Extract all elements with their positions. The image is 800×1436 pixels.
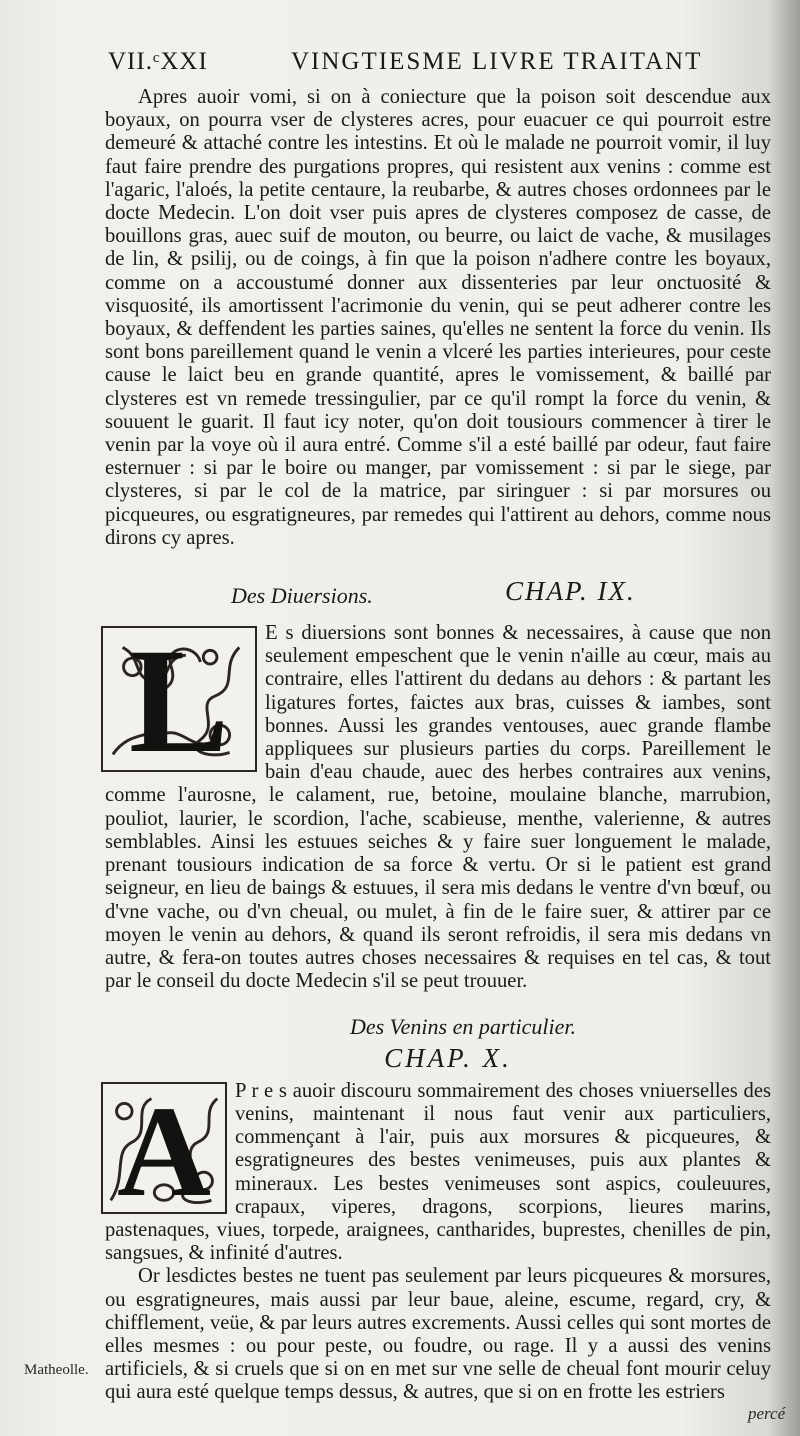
initial-letter: A <box>117 1079 211 1224</box>
chapter-10-text-1: P r e s auoir discouru sommairement des choses vniuerselles des venins, maintenant il nous faut venir aux particuliers, commençant à l'air, puis aux morsures & picqueures, & esgratigneures des bestes venimeuses, puis aux plantes & mineraux. Les bestes venimeuses sont aspics, couleuures, crapaux, viperes, dragons, scorpions, lieures marins, pastenaques, viues, torpede, araignees, cantharides, buprestes, chenilles de pin, sangsues, & infinité d'autres. <box>105 1079 771 1265</box>
running-title: VINGTIESME LIVRE TRAITANT <box>291 48 703 75</box>
chapter-9-heading <box>105 576 771 622</box>
ornamental-initial-a <box>101 1079 227 1224</box>
margin-note: Matheolle. <box>24 1362 89 1378</box>
chapter-9-number: CHAP. IX. <box>505 576 636 607</box>
chapter-9-subtitle: Des Diuersions. <box>231 583 373 609</box>
chapter-10-text-2: Or lesdictes bestes ne tuent pas seulement par leurs picqueures & morsures, ou esgratigneures, mais aussi par leur baue, aleine, escume, regard, cry, & chifflement, veüe, & par leurs autres excrements. Aussi celles qui sont mortes de elles mesmes : ou pour peste, ou foudre, ou rage. Il y a aussi des venins artificiels, & si cruels que si on en met sur vne selle de cheual font mourir celuy qui aura esté quelque temps dessus, & autres, que si on en frotte les estriers <box>105 1265 771 1404</box>
initial-letter: L <box>128 618 230 785</box>
chapter-10-number: CHAP. X. <box>384 1042 512 1073</box>
chapter-9-body <box>105 618 771 993</box>
catchword: percé <box>748 1404 786 1423</box>
page-body <box>105 86 771 1405</box>
folio-number: VII.ᶜXXI <box>108 48 208 75</box>
chapter-10-subtitle: Des Venins en particulier. <box>349 1014 577 1040</box>
chapter-10-body <box>105 1080 771 1405</box>
ornamental-initial-l <box>101 618 257 785</box>
paragraph-purgations: Apres auoir vomi, si on à coniecture que la poison soit descendue aux boyaux, on pourra vser de clysteres acres, pour euacuer ce qui pourroit estre demeuré & attaché contre les intestins. Et où le malade ne pourroit vomir, il luy faut faire prendre des purgations propres, qui resistent aux venins : comme est l'agaric, l'aloés, la petite centaure, la reubarbe, & autres choses ordonnees par le docte Medecin. L'on doit vser puis apres de clysteres composez de casse, de bouillons gras, auec suif de mouton, ou beurre, ou laict de vache, & musilages de lin, & psilij, ou de coings, à fin que la poison n'adhere contre les boyaux, comme on a accoustumé donner aux dissenteries par leur onctuosité & visquosité, ils amortissent l'acrimonie du venin, qui se peut adherer contre les boyaux, & deffendent les parties saines, qu'elles ne sentent la force du venin. Ils sont bons pareillement quand le venin a vlceré les parties interieures, pour ceste cause le laict beu en grande quantité, apres le vomissement, & baillé par clysteres est vn remede tressingulier, par ce qu'il rompt la force du venin, & souuent le guarit. Il faut icy noter, qu'on doit tousiours commencer à tirer le venin par la voye où il aura entré. Comme s'il a esté baillé par odeur, faut faire esternuer : si par le boire ou manger, par vomissement : si par le siege, par clysteres, si par le col de la matrice, par siringuer : si par morsures ou picqueures, ou esgratigneures, par remedes qui l'attirent au dehors, comme nous dirons cy apres. <box>105 86 771 549</box>
chapter-9-text: E s diuersions sont bonnes & necessaires, à cause que non seulement empeschent que le venin n'aille au cœur, mais au contraire, elles l'attirent du dedans au dehors : & partant les ligatures fortes, faictes aux bras, cuisses & iambes, sont bonnes. Aussi les grandes ventouses, auec grande flambe appliquees sur plusieurs parties du corps. Pareillement le bain d'eau chaude, auec des herbes contraires aux venins, comme l'aurosne, le calament, rue, betoine, moulaine blanche, marrubion, pouliot, laurier, le scordion, l'ache, scabieuse, menthe, valerienne, & autres semblables. Ainsi les estuues seiches & y faire suer longuement le malade, prenant tousiours indication de sa force & vertu. Or si le patient est grand seigneur, en lieu de baings & estuues, il sera mis dedans le ventre d'vn bœuf, ou d'vne vache, ou d'vn cheual, ou mulet, à fin de le faire suer, & attirer par ce moyen le venin au dehors, & quand ils seront refroidis, il sera mis dedans vn autre, & fera-on toutes autres choses necessaires & requises en tel cas, & tout par le conseil du docte Medecin s'il se peut trouuer. <box>105 622 771 993</box>
